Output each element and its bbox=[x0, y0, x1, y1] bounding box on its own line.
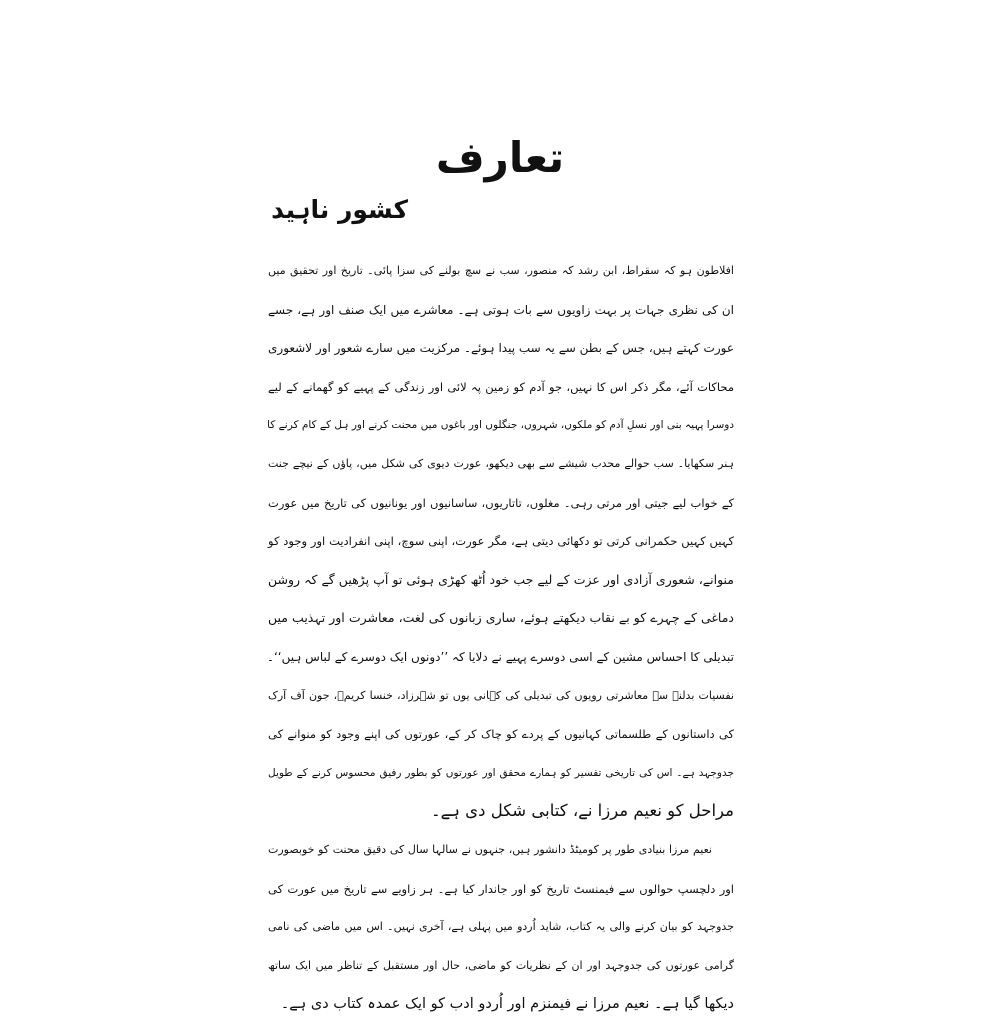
text-line: مراحل کو نعیم مرزا نے، کتابی شکل دی ہے۔ bbox=[430, 801, 734, 821]
text-line: کے خواب لیے جیتی اور مرتی رہی۔ مغلوں، تاتاریوں، ساسانیوں اور یونانیوں کی تاریخ میں عورت bbox=[268, 495, 734, 510]
text-line: نعیم مرزا بنیادی طور پر کومیٹڈ دانشور ہیں، جنہوں نے سالہا سال کی دقیق محنت کو خوبصورت bbox=[268, 842, 712, 856]
text-line: ان کی نظری جہات پر بہت زاویوں سے بات ہوتی ہے۔ معاشرے میں ایک صنف اور ہے، جسے bbox=[268, 302, 734, 317]
text-line: نفسیات بدلنے سے معاشرتی رویوں کی تبدیلی کی کہانی یوں تو شہرزاد، خنسا کریمؒ، جون آف آرک bbox=[268, 688, 734, 702]
body-text bbox=[268, 252, 734, 1024]
text-line: جدوجہد کو بیان کرنے والی یہ کتاب، شاید اُردو میں پہلی ہے، آخری نہیں۔ اس میں ماضی کی نامی bbox=[268, 920, 734, 934]
text-line: اور دلچسپ حوالوں سے فیمنسٹ تاریخ کو اور جاندار کیا ہے۔ ہر زاویے سے تاریخ میں عورت کی bbox=[268, 881, 734, 896]
text-line: عورت کہتے ہیں، جس کے بطن سے یہ سب پیدا ہوئے۔ مرکزیت میں سارے شعور اور لاشعوری bbox=[268, 341, 734, 356]
text-line: ہنر سکھایا۔ سب حوالے محدب شیشے سے بھی دیکھو، عورت دیوی کی شکل میں، پاؤں کے نیچے جنت bbox=[268, 456, 734, 470]
text-line: دماغی کے چہرے کو بے نقاب دیکھتے ہوئے، ساری زبانوں کی لغت، معاشرت اور تہذیب میں bbox=[268, 610, 734, 626]
text-line: جدوجہد ہے۔ اس کی تاریخی تفسیر کو ہمارے محقق اور عورتوں کو بطور رفیق محسوس کرنے کے طویل bbox=[268, 766, 734, 779]
text-line: تبدیلی کا احساس مشین کے اسی دوسرے پہیے نے دلایا کہ ’’دونوں ایک دوسرے کے لباس ہیں‘‘۔ bbox=[266, 649, 734, 664]
author-name: کشور ناہید bbox=[271, 195, 408, 224]
text-line: افلاطون ہو کہ سقراط، ابن رشد کہ منصور، سب نے سچ بولنے کی سزا پائی۔ تاریخ اور تحقیق میں bbox=[268, 264, 734, 277]
text-line: کی داستانوں کے طلسماتی کہانیوں کے پردے کو چاک کر کے، عورتوں کی اپنے وجود کو منوانے کی bbox=[268, 727, 734, 742]
text-line: منوانے، شعوری آزادی اور عزت کے لیے جب خود اُٹھ کھڑی ہوئی تو آپ پڑھیں گے کہ روشن bbox=[268, 571, 734, 587]
text-line: کہیں کہیں حکمرانی کرتی تو دکھائی دیتی ہے، مگر عورت، اپنی سوچ، اپنی انفرادیت اور وجود کو bbox=[268, 534, 734, 549]
text-line: دوسرا پہیہ بنی اور نسلِ آدم کو ملکوں، شہروں، جنگلوں اور باغوں میں محنت کرنے اور ہل کے کام کرنے کا bbox=[267, 419, 734, 432]
text-line: محاکات آئے، مگر ذکر اس کا نہیں، جو آدم کو زمین پہ لائی اور زندگی کے پہیے کو گھمانے کے لیے bbox=[268, 379, 734, 394]
text-line: دیکھا گیا ہے۔ نعیم مرزا نے فیمنزم اور اُردو ادب کو ایک عمدہ کتاب دی ہے۔ bbox=[280, 996, 734, 1013]
text-line: گرامی عورتوں کی جدوجہد اور ان کے نظریات کو ماضی، حال اور مستقبل کے تناظر میں ایک ساتھ bbox=[268, 958, 734, 972]
page-title: تعارف bbox=[435, 133, 565, 182]
